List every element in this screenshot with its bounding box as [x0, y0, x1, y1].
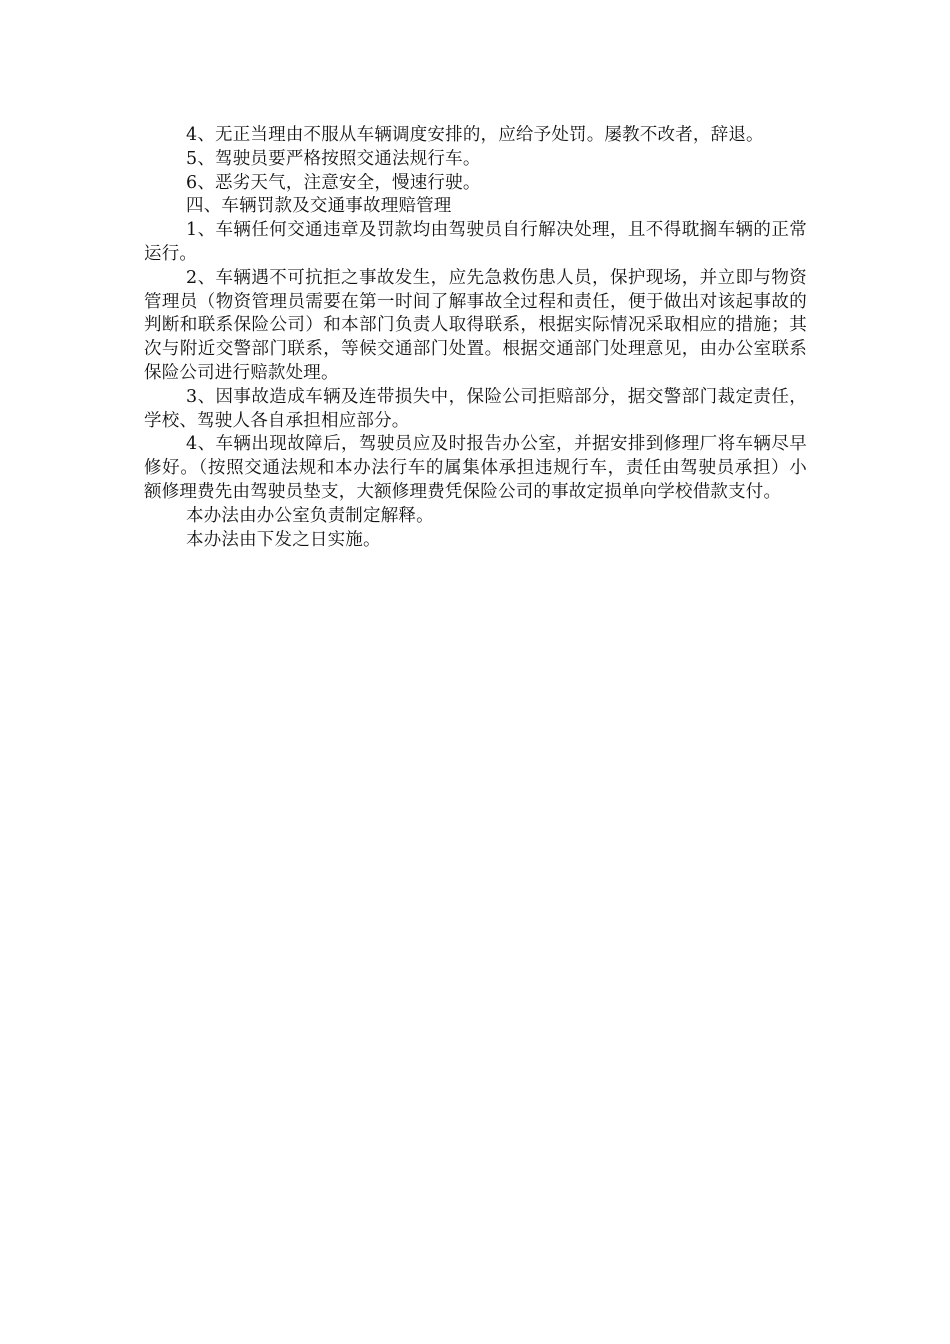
paragraph-item-4-dispatch: 4、无正当理由不服从车辆调度安排的，应给予处罚。屡教不改者，辞退。 — [186, 125, 764, 145]
paragraph-effective-date: 本办法由下发之日实施。 — [186, 529, 381, 550]
paragraph-item-1-fines: 1、车辆任何交通违章及罚款均由驾驶员自行解决处理，且不得耽搁车辆的正常运行。 — [144, 220, 807, 264]
paragraph-interpretation: 本办法由办公室负责制定解释。 — [186, 505, 434, 526]
paragraph-item-4-repair: 4、车辆出现故障后，驾驶员应及时报告办公室，并据安排到修理厂将车辆尽早修好。（按照交通法规和本办法行车的属集体承担违规行车，责任由驾驶员承担）小额修理费先由驾驶员垫支，大额修理费凭保险公司的事故定损单向学校借款支付。 — [144, 434, 807, 502]
section-heading-fines-accidents: 四、车辆罚款及交通事故理赔管理 — [186, 196, 452, 217]
paragraph-item-3-insurance: 3、因事故造成车辆及连带损失中，保险公司拒赔部分，据交警部门裁定责任，学校、驾驶人各自承担相应部分。 — [144, 386, 807, 431]
paragraph-item-6-bad-weather: 6、恶劣天气，注意安全，慢速行驶。 — [186, 172, 481, 193]
document-body — [144, 124, 807, 552]
paragraph-item-5-traffic-rules: 5、驾驶员要严格按照交通法规行车。 — [186, 148, 481, 169]
paragraph-item-2-accident: 2、车辆遇不可抗拒之事故发生，应先急救伤患人员，保护现场，并立即与物资管理员（物资管理员需要在第一时间了解事故全过程和责任，便于做出对该起事故的判断和联系保险公司）和本部门负责人取得联系，根据实际情况采取相应的措施；其次与附近交警部门联系，等候交通部门处置。根据交通部门处理意见，由办公室联系保险公司进行赔款处理。 — [144, 267, 807, 383]
